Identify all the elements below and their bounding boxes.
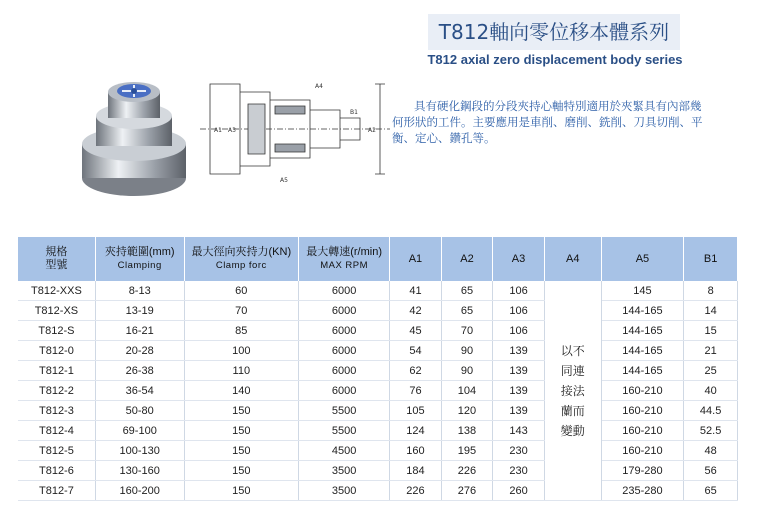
a4-note-line: 變動 bbox=[560, 423, 585, 438]
cell-a1: 45 bbox=[390, 321, 442, 341]
header-force-en: Clamp forc bbox=[215, 260, 267, 271]
cell-a3: 139 bbox=[493, 361, 545, 381]
cell-a5: 160-210 bbox=[601, 381, 684, 401]
cell-a5: 179-280 bbox=[601, 461, 684, 481]
cell-model: T812-0 bbox=[18, 341, 95, 361]
header-a1: A1 bbox=[390, 237, 442, 281]
cell-model: T812-1 bbox=[18, 361, 95, 381]
cell-a3: 106 bbox=[493, 321, 545, 341]
spec-table bbox=[18, 237, 738, 501]
cell-model: T812-XS bbox=[18, 301, 95, 321]
cell-rpm: 5500 bbox=[299, 401, 390, 421]
cell-a5: 145 bbox=[601, 281, 684, 301]
a4-note-line: 蘭而 bbox=[560, 403, 585, 418]
cell-a1: 54 bbox=[390, 341, 442, 361]
drawing-label-a4: A4 bbox=[315, 83, 323, 90]
header-rpm bbox=[299, 237, 390, 281]
cell-a5: 144-165 bbox=[601, 321, 684, 341]
cell-a3: 106 bbox=[493, 281, 545, 301]
header-model-line1: 規格 bbox=[45, 246, 68, 258]
cell-a2: 65 bbox=[441, 281, 493, 301]
header-model-line2: 型號 bbox=[45, 259, 68, 271]
cell-a5: 160-210 bbox=[601, 401, 684, 421]
table-row bbox=[18, 461, 738, 481]
header-rpm-cn: 最大轉速(r/min) bbox=[306, 246, 382, 258]
cell-a1: 42 bbox=[390, 301, 442, 321]
cell-force: 70 bbox=[184, 301, 298, 321]
header-clamping bbox=[95, 237, 184, 281]
cell-rpm: 6000 bbox=[299, 341, 390, 361]
cell-force: 110 bbox=[184, 361, 298, 381]
cell-b1: 56 bbox=[684, 461, 738, 481]
cell-clamping: 130-160 bbox=[95, 461, 184, 481]
cell-model: T812-2 bbox=[18, 381, 95, 401]
table-row bbox=[18, 381, 738, 401]
cell-clamping: 16-21 bbox=[95, 321, 184, 341]
cell-clamping: 100-130 bbox=[95, 441, 184, 461]
header-force bbox=[184, 237, 298, 281]
cell-force: 85 bbox=[184, 321, 298, 341]
cell-a1: 226 bbox=[390, 481, 442, 501]
header-rpm-en: MAX RPM bbox=[320, 260, 369, 271]
cell-a3: 230 bbox=[493, 461, 545, 481]
cell-b1: 14 bbox=[684, 301, 738, 321]
table-header-row bbox=[18, 237, 738, 281]
cell-a1: 124 bbox=[390, 421, 442, 441]
cell-a3: 106 bbox=[493, 301, 545, 321]
cell-a2: 104 bbox=[441, 381, 493, 401]
cell-b1: 8 bbox=[684, 281, 738, 301]
cell-a5: 144-165 bbox=[601, 341, 684, 361]
cell-a2: 90 bbox=[441, 341, 493, 361]
cell-a2: 195 bbox=[441, 441, 493, 461]
header-force-cn: 最大徑向夾持力(KN) bbox=[191, 246, 292, 258]
cell-a5: 160-210 bbox=[601, 421, 684, 441]
cell-a3: 139 bbox=[493, 381, 545, 401]
page-title-chinese: T812軸向零位移本體系列 bbox=[428, 14, 680, 50]
cell-a1: 62 bbox=[390, 361, 442, 381]
cell-clamping: 50-80 bbox=[95, 401, 184, 421]
header-clamping-en: Clamping bbox=[117, 260, 162, 271]
cell-a5: 160-210 bbox=[601, 441, 684, 461]
header-a5: A5 bbox=[601, 237, 684, 281]
table-row bbox=[18, 361, 738, 381]
cell-a1: 105 bbox=[390, 401, 442, 421]
table-row bbox=[18, 441, 738, 461]
cell-a1: 184 bbox=[390, 461, 442, 481]
header-a2: A2 bbox=[441, 237, 493, 281]
cell-model: T812-5 bbox=[18, 441, 95, 461]
cell-a1: 76 bbox=[390, 381, 442, 401]
header-model bbox=[18, 237, 95, 281]
cell-model: T812-7 bbox=[18, 481, 95, 501]
product-description: 具有硬化鋼段的分段夾持心軸特別適用於夾緊具有內部幾何形狀的工件。主要應用是車削、磨削、銑削、刀具切削、平衡、定心、鑽孔等。 bbox=[392, 99, 703, 145]
cell-clamping: 8-13 bbox=[95, 281, 184, 301]
cell-a2: 120 bbox=[441, 401, 493, 421]
cell-force: 150 bbox=[184, 421, 298, 441]
cell-a3: 230 bbox=[493, 441, 545, 461]
cell-b1: 40 bbox=[684, 381, 738, 401]
cell-a3: 143 bbox=[493, 421, 545, 441]
table-row bbox=[18, 321, 738, 341]
header-a4: A4 bbox=[544, 237, 601, 281]
cell-a2: 226 bbox=[441, 461, 493, 481]
cell-clamping: 26-38 bbox=[95, 361, 184, 381]
cell-a2: 276 bbox=[441, 481, 493, 501]
cell-rpm: 6000 bbox=[299, 281, 390, 301]
drawing-label-a3: A3 bbox=[228, 127, 236, 134]
table-row bbox=[18, 341, 738, 361]
table-row bbox=[18, 421, 738, 441]
cell-b1: 52.5 bbox=[684, 421, 738, 441]
a4-note-line: 以不 bbox=[560, 343, 585, 358]
header-clamping-cn: 夾持範圍(mm) bbox=[104, 246, 175, 258]
cell-a1: 160 bbox=[390, 441, 442, 461]
table-row bbox=[18, 481, 738, 501]
cell-force: 150 bbox=[184, 401, 298, 421]
cell-model: T812-S bbox=[18, 321, 95, 341]
cell-force: 140 bbox=[184, 381, 298, 401]
cell-b1: 48 bbox=[684, 441, 738, 461]
cell-b1: 25 bbox=[684, 361, 738, 381]
header-b1: B1 bbox=[684, 237, 738, 281]
cell-a2: 138 bbox=[441, 421, 493, 441]
cell-clamping: 20-28 bbox=[95, 341, 184, 361]
drawing-label-a2: A2 bbox=[368, 127, 376, 134]
cell-model: T812-4 bbox=[18, 421, 95, 441]
cell-b1: 65 bbox=[684, 481, 738, 501]
cell-rpm: 6000 bbox=[299, 321, 390, 341]
cell-force: 150 bbox=[184, 481, 298, 501]
cell-b1: 15 bbox=[684, 321, 738, 341]
cell-clamping: 36-54 bbox=[95, 381, 184, 401]
cell-rpm: 6000 bbox=[299, 381, 390, 401]
table-row bbox=[18, 281, 738, 301]
header-a3: A3 bbox=[493, 237, 545, 281]
a4-note-line: 同連 bbox=[560, 363, 585, 378]
cell-a5: 144-165 bbox=[601, 301, 684, 321]
cell-a4-note bbox=[544, 281, 601, 501]
cell-force: 100 bbox=[184, 341, 298, 361]
cell-a2: 70 bbox=[441, 321, 493, 341]
cell-a1: 41 bbox=[390, 281, 442, 301]
table-row bbox=[18, 301, 738, 321]
cell-rpm: 4500 bbox=[299, 441, 390, 461]
cell-clamping: 13-19 bbox=[95, 301, 184, 321]
drawing-label-a1: A1 bbox=[214, 127, 222, 134]
table-row bbox=[18, 401, 738, 421]
cell-clamping: 69-100 bbox=[95, 421, 184, 441]
cell-force: 150 bbox=[184, 461, 298, 481]
a4-note-line: 接法 bbox=[560, 383, 585, 398]
cell-model: T812-XXS bbox=[18, 281, 95, 301]
cell-clamping: 160-200 bbox=[95, 481, 184, 501]
cell-rpm: 6000 bbox=[299, 361, 390, 381]
cell-force: 60 bbox=[184, 281, 298, 301]
cell-a2: 65 bbox=[441, 301, 493, 321]
cell-a3: 139 bbox=[493, 341, 545, 361]
cell-a5: 235-280 bbox=[601, 481, 684, 501]
cell-a2: 90 bbox=[441, 361, 493, 381]
drawing-label-a5: A5 bbox=[280, 177, 288, 184]
cell-rpm: 3500 bbox=[299, 481, 390, 501]
cell-force: 150 bbox=[184, 441, 298, 461]
cell-a3: 260 bbox=[493, 481, 545, 501]
technical-drawing bbox=[200, 74, 400, 184]
drawing-label-b1: B1 bbox=[350, 109, 358, 116]
cell-b1: 44.5 bbox=[684, 401, 738, 421]
product-photo bbox=[72, 66, 192, 201]
cell-rpm: 5500 bbox=[299, 421, 390, 441]
cell-a3: 139 bbox=[493, 401, 545, 421]
page-title-english: T812 axial zero displacement body series bbox=[427, 52, 683, 67]
cell-rpm: 3500 bbox=[299, 461, 390, 481]
cell-rpm: 6000 bbox=[299, 301, 390, 321]
cell-model: T812-3 bbox=[18, 401, 95, 421]
cell-a5: 144-165 bbox=[601, 361, 684, 381]
cell-b1: 21 bbox=[684, 341, 738, 361]
cell-model: T812-6 bbox=[18, 461, 95, 481]
